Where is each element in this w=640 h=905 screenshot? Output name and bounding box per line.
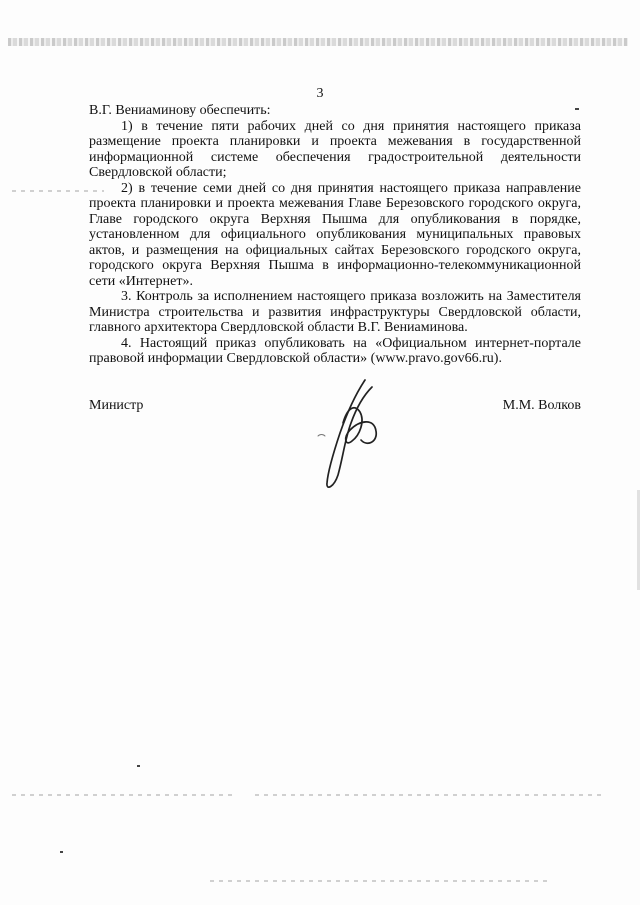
paragraph-item-2: 2) в течение семи дней со дня принятия настоящего приказа направление проекта планировки и проекта межевания Главе Березовского городского округа, Главе городского округа Верхняя Пышма для опубликования в порядке, установленном для официального опубликования муниципальных правовых актов, и размещения на официальных сайтах Березовского городского округа, городского округа Верхняя Пышма в информационно-телекоммуникационной сети «Интернет». (89, 180, 581, 289)
signer-title: Министр (89, 398, 144, 413)
scan-edge-top (8, 38, 628, 46)
margin-mark (60, 851, 63, 853)
scan-artifact-line (210, 880, 550, 882)
paragraph-item-1: 1) в течение пяти рабочих дней со дня принятия настоящего приказа размещение проекта планировки и проекта межевания в государственной информационной системе обеспечения градостроительной деятельности Свердловской области; (89, 118, 581, 180)
scan-artifact-line (12, 794, 237, 796)
paragraph-item-3: 3. Контроль за исполнением настоящего приказа возложить на Заместителя Министра строительства и развития инфраструктуры Свердловской области, главного архитектора Свердловской области В.Г. Вениаминова. (89, 289, 581, 335)
document-body (89, 103, 581, 367)
handwritten-signature (300, 375, 410, 495)
paragraph-intro: В.Г. Вениаминову обеспечить: (89, 103, 271, 118)
scan-artifact-line (255, 794, 605, 796)
paragraph-item-4: 4. Настоящий приказ опубликовать на «Официальном интернет-портале правовой информации Свердловской области» (www.pravo.gov66.ru). (89, 335, 581, 366)
signer-name: М.М. Волков (502, 398, 581, 413)
page-number: 3 (316, 86, 324, 101)
margin-mark (137, 765, 140, 767)
